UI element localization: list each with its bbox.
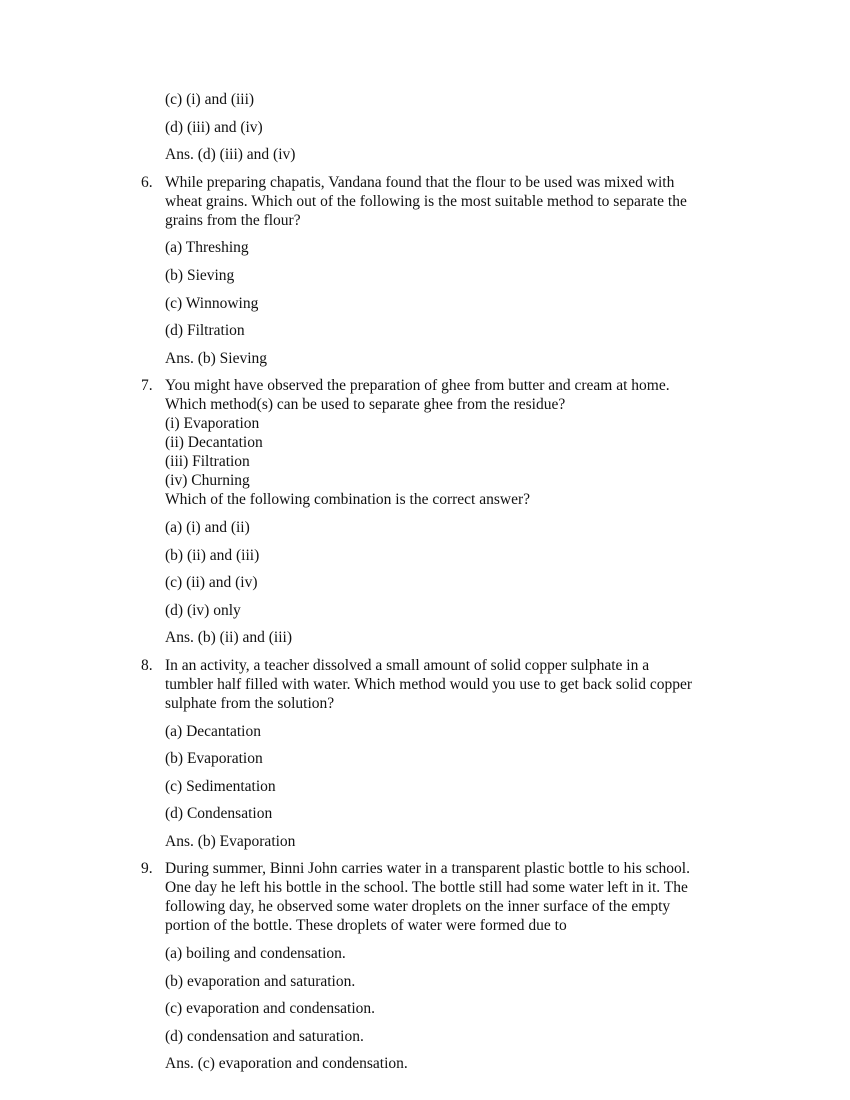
option (165, 777, 765, 796)
stem-line: sulphate from the solution? (165, 694, 335, 712)
option (165, 266, 765, 285)
question-number: 6. (141, 173, 153, 191)
option-text: (c) Sedimentation (165, 777, 276, 795)
answer-text: Ans. (b) Evaporation (165, 832, 296, 850)
question-number: 7. (141, 377, 153, 395)
question-stem (141, 173, 765, 230)
option (165, 546, 765, 565)
option-text: (a) (i) and (ii) (165, 518, 250, 536)
stem-line: wheat grains. Which out of the following is the most suitable method to separate the (165, 192, 687, 210)
option-text: (c) evaporation and condensation. (165, 1000, 376, 1018)
option-text: (c) (ii) and (iv) (165, 574, 258, 592)
option-text: (a) Threshing (165, 239, 249, 257)
option-text: (b) (ii) and (iii) (165, 546, 260, 564)
option (165, 518, 765, 537)
option (165, 90, 765, 109)
option (165, 573, 765, 592)
option-text: (c) (i) and (iii) (165, 91, 255, 108)
answer-text: Ans. (b) (ii) and (iii) (165, 629, 292, 647)
stem-line: portion of the bottle. These droplets of water were formed due to (165, 917, 567, 935)
question-stem (141, 859, 765, 935)
stem-line: tumbler half filled with water. Which method would you use to get back solid copper (165, 675, 693, 693)
stem-line: During summer, Binni John carries water in a transparent plastic bottle to his school. (165, 860, 690, 878)
question-number: 8. (141, 656, 153, 674)
option-text: (b) evaporation and saturation. (165, 972, 356, 990)
stem-line: (iii) Filtration (165, 453, 250, 471)
stem-line: Which of the following combination is the correct answer? (165, 491, 530, 509)
stem-line: (ii) Decantation (165, 434, 263, 452)
stem-line: One day he left his bottle in the school. The bottle still had some water left in it. The (165, 879, 688, 897)
option (165, 601, 765, 620)
option-text: (d) condensation and saturation. (165, 1027, 364, 1045)
stem-line: grains from the flour? (165, 211, 301, 229)
stem-line: Which method(s) can be used to separate ghee from the residue? (165, 396, 566, 414)
option-text: (a) Decantation (165, 722, 261, 740)
document-page (141, 90, 765, 1073)
answer (165, 145, 765, 164)
answer (165, 832, 765, 851)
stem-line: following day, he observed some water droplets on the inner surface of the empty (165, 898, 671, 916)
answer (165, 1054, 765, 1073)
option (165, 238, 765, 257)
option (165, 1027, 765, 1046)
option-text: (b) Evaporation (165, 750, 263, 768)
option (165, 804, 765, 823)
option (165, 321, 765, 340)
answer (165, 349, 765, 368)
stem-line: (i) Evaporation (165, 415, 260, 433)
stem-line: In an activity, a teacher dissolved a small amount of solid copper sulphate in a (165, 656, 650, 674)
option-text: (b) Sieving (165, 266, 235, 284)
option-text: (d) Filtration (165, 322, 245, 340)
answer-text: Ans. (d) (iii) and (iv) (165, 146, 296, 164)
option (165, 972, 765, 991)
option (165, 294, 765, 313)
option-text: (a) boiling and condensation. (165, 945, 346, 963)
option-text: (d) Condensation (165, 805, 273, 823)
question-stem (141, 376, 765, 509)
stem-line: While preparing chapatis, Vandana found that the flour to be used was mixed with (165, 173, 675, 191)
option-text: (d) (iv) only (165, 601, 241, 619)
answer-text: Ans. (b) Sieving (165, 349, 268, 367)
stem-line: (iv) Churning (165, 472, 250, 490)
option (165, 722, 765, 741)
option (165, 944, 765, 963)
answer-text: Ans. (c) evaporation and condensation. (165, 1055, 408, 1073)
question-number: 9. (141, 860, 153, 878)
option-text: (d) (iii) and (iv) (165, 118, 263, 136)
option-text: (c) Winnowing (165, 294, 259, 312)
option (165, 749, 765, 768)
answer (165, 628, 765, 647)
option (165, 118, 765, 137)
option (165, 999, 765, 1018)
stem-line: You might have observed the preparation of ghee from butter and cream at home. (165, 377, 670, 395)
question-stem (141, 656, 765, 713)
